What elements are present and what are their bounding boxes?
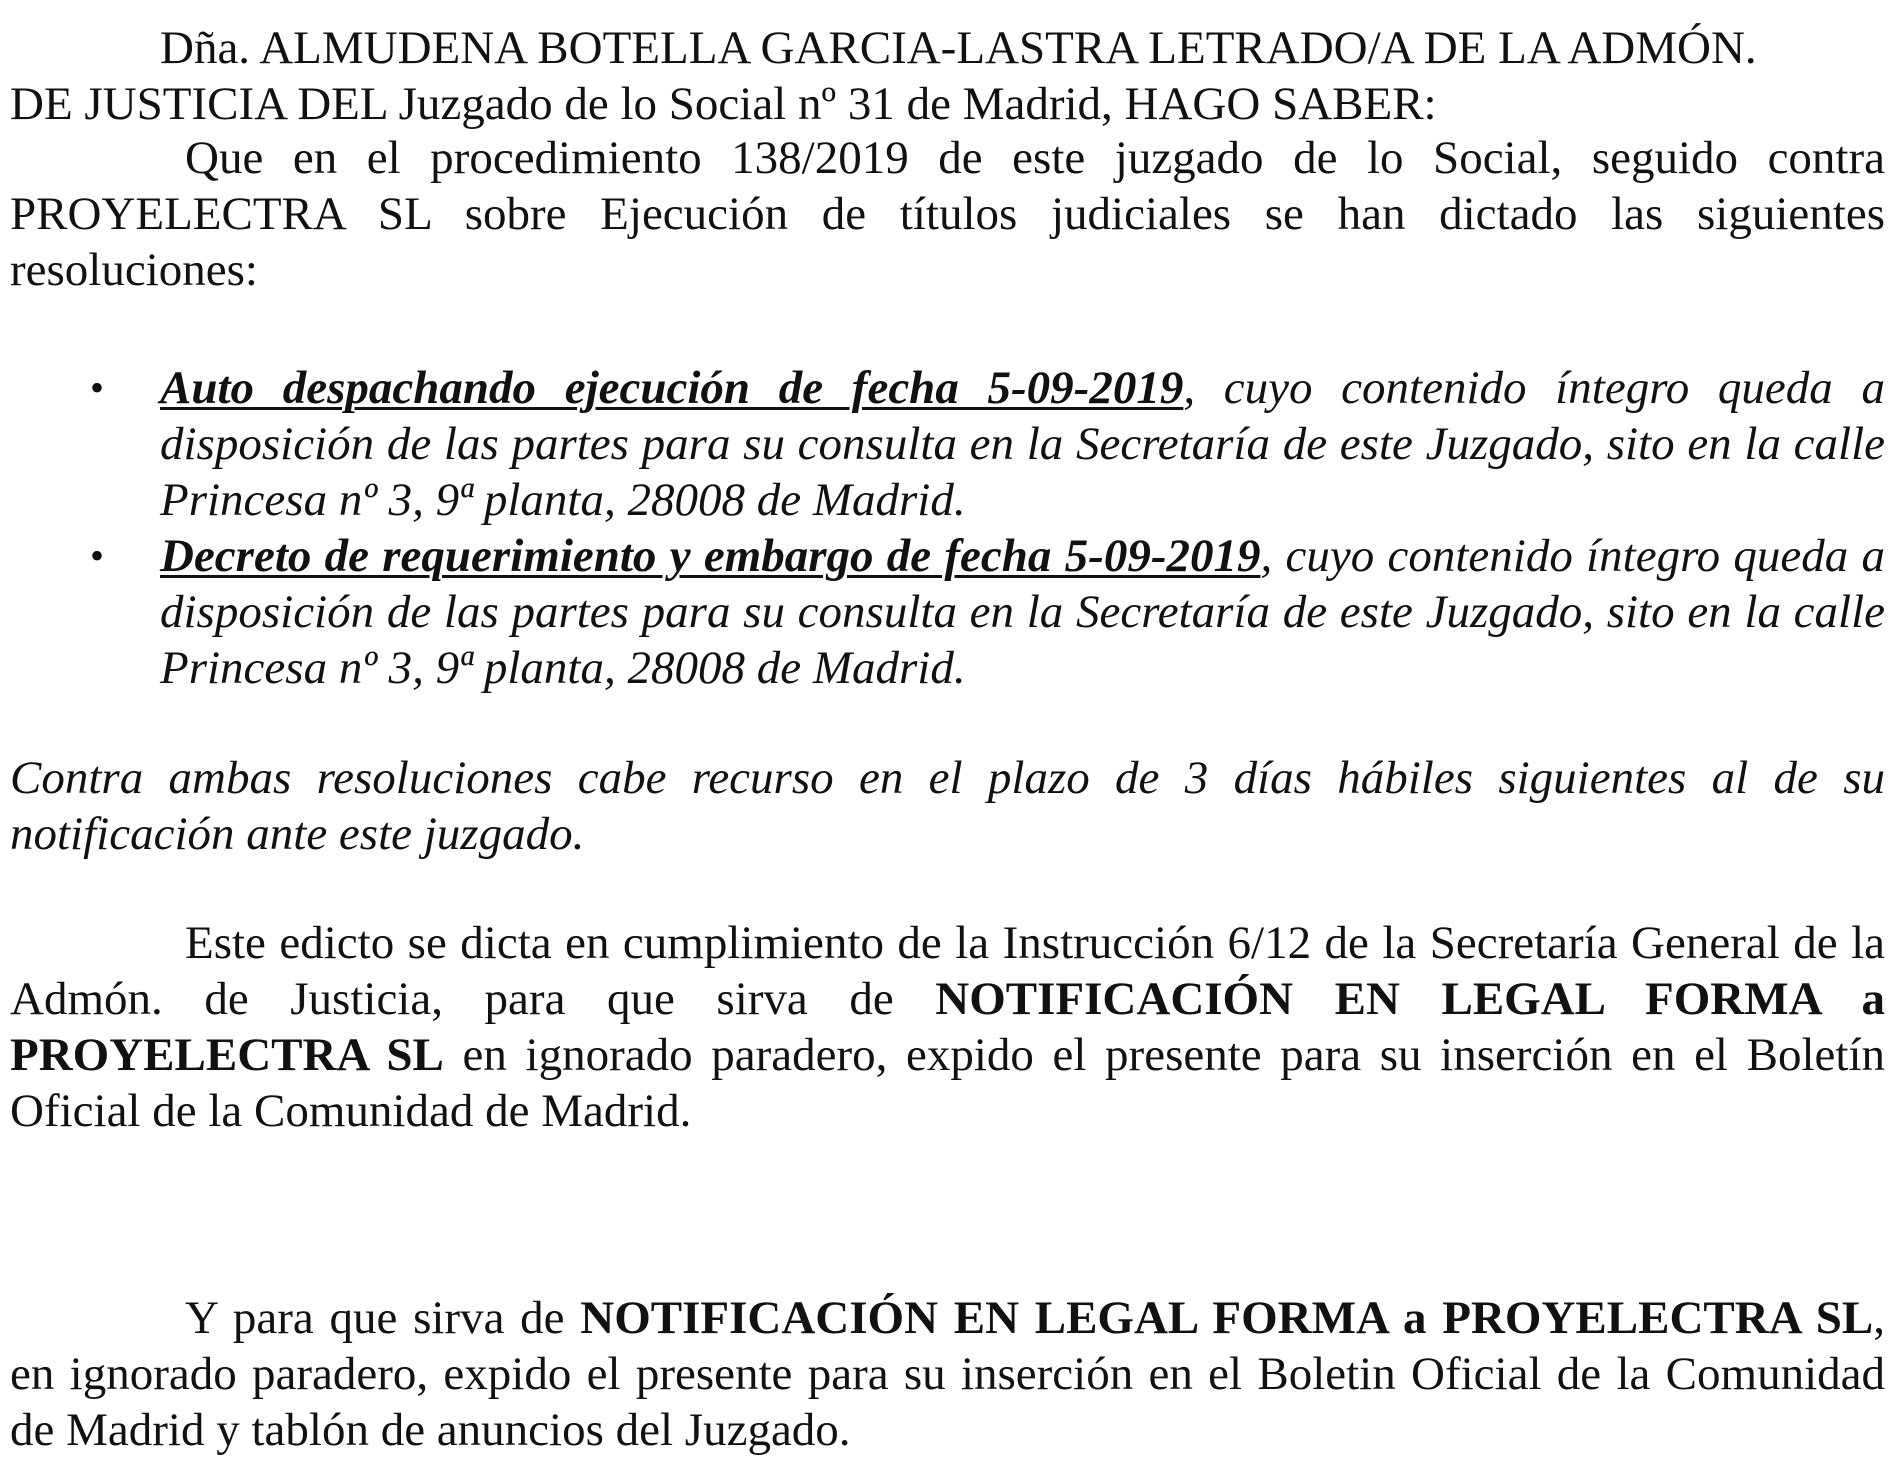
header-line-1: Dña. ALMUDENA BOTELLA GARCIA-LASTRA LETRADO/A DE LA ADMÓN.: [160, 22, 1757, 74]
procedimiento-paragraph: [10, 130, 1885, 298]
document-page: [10, 0, 1885, 1468]
resolucion-text: , cuyo contenido íntegro queda a disposición de las partes para su consulta en la Secretaría de este Juzgado, sito en la calle Princesa nº 3, 9ª planta, 28008 de Madrid.: [160, 362, 1885, 526]
recurso-paragraph: [10, 750, 1885, 862]
closing-notificacion-bold: NOTIFICACIÓN EN LEGAL FORMA a PROYELECTRA SL: [580, 1292, 1874, 1344]
resoluciones-list: [10, 360, 1885, 696]
edicto-text-part-2: en ignorado paradero, expido el presente para su inserción en el Boletín Oficial de la Comunidad de Madrid.: [10, 1029, 1885, 1137]
bullet-icon: •: [90, 365, 105, 410]
edicto-text: [10, 915, 1885, 1139]
document-header: [10, 20, 1885, 132]
closing-text-part-1: Y para que sirva de: [185, 1292, 581, 1344]
header-line-2: DE JUSTICIA DEL Juzgado de lo Social nº 31 de Madrid, HAGO SABER:: [10, 78, 1437, 130]
edicto-notificacion-bold: NOTIFICACIÓN EN LEGAL FORMA a PROYELECTRA SL: [10, 973, 1885, 1081]
closing-text: [10, 1290, 1885, 1458]
list-item: [10, 360, 1885, 528]
list-item: [10, 528, 1885, 696]
bullet-icon: •: [90, 533, 105, 578]
closing-text-part-2: , en ignorado paradero, expido el presente para su inserción en el Boletin Oficial de la Comunidad de Madrid y tablón de anuncios del Juzgado.: [10, 1292, 1885, 1456]
recurso-text: Contra ambas resoluciones cabe recurso en el plazo de 3 días hábiles siguientes al de su notificación ante este juzgado.: [10, 752, 1885, 860]
edicto-paragraph: [10, 915, 1885, 1139]
resolucion-text: , cuyo contenido íntegro queda a disposición de las partes para su consulta en la Secretaría de este Juzgado, sito en la calle Princesa nº 3, 9ª planta, 28008 de Madrid.: [160, 530, 1886, 694]
edicto-text-part-1: Este edicto se dicta en cumplimiento de la Instrucción 6/12 de la Secretaría General de la Admón. de Justicia, para que sirva de: [10, 917, 1885, 1025]
closing-paragraph: [10, 1290, 1885, 1458]
resolucion-title: Auto despachando ejecución de fecha 5-09-2019: [160, 362, 1184, 414]
procedimiento-text: Que en el procedimiento 138/2019 de este juzgado de lo Social, seguido contra PROYELECTRA SL sobre Ejecución de títulos judiciales se han dictado las siguientes resoluciones:: [10, 132, 1885, 296]
resolucion-title: Decreto de requerimiento y embargo de fecha 5-09-2019: [160, 530, 1261, 582]
